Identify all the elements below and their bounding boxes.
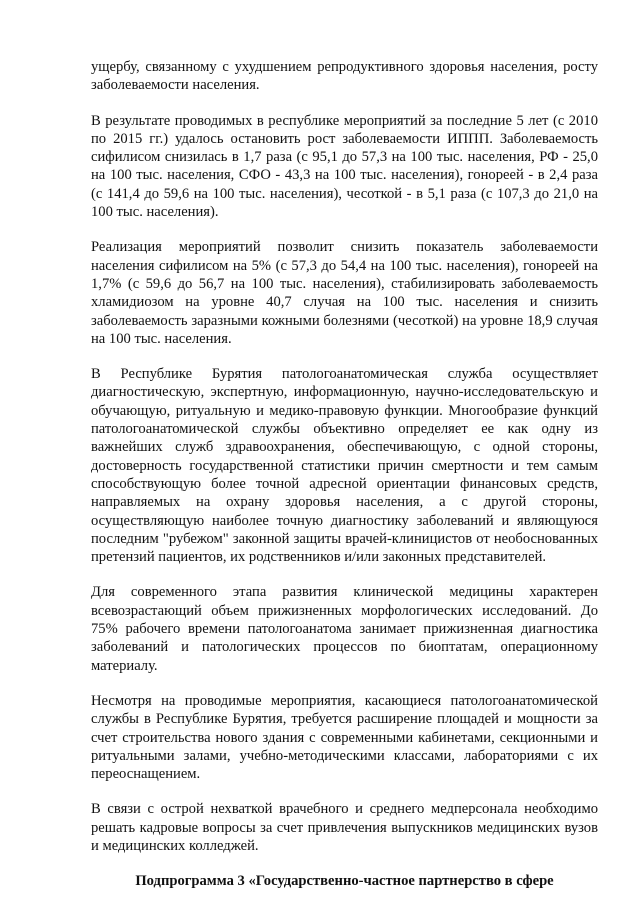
subprogram-heading: Подпрограмма 3 «Государственно-частное партнерство в сфере [135,873,554,890]
paragraph-planned-reduction: Реализация мероприятий позволит снизить показатель заболеваемости населения сифилисом на 5% (с 57,3 до 54,4 на 100 тыс. населения), гонореей на 1,7% (с 59,6 до 56,7 на 100 тыс. населения), стабилизировать заболеваемость хламидиозом на уровне 40,7 случая на 100 тыс. населения и снизить заболеваемость заразными кожными болезнями (чесоткой) на уровне 18,9 случая на 100 тыс. населения. [91,239,598,347]
document-body [91,58,598,891]
paragraph-ippp-results: В результате проводимых в республике мероприятий за последние 5 лет (с 2010 по 2015 гг.) удалось остановить рост заболеваемости ИППП. Заболеваемость сифилисом снизилась в 1,7 раза (с 95,1 до 57,3 на 100 тыс. населения, РФ - 25,0 на 100 тыс. населения, СФО - 43,3 на 100 тыс. населения), гонореей - в 2,4 раза (с 141,4 до 59,6 на 100 тыс. населения), чесоткой - в 5,1 раза (с 107,3 до 21,0 на 100 тыс. населения). [91,112,598,221]
paragraph-new-building: Несмотря на проводимые мероприятия, касающиеся патологоанатомической службы в Республике Бурятия, требуется расширение площадей и мощности за счет строительства нового здания с современными кабинетами, секционными и ритуальными залами, учебно-методическими классами, лабораториями с их переоснащением. [91,692,598,783]
paragraph-pathology-service: В Республике Бурятия патологоанатомическая служба осуществляет диагностическую, экспертную, информационную, научно-исследовательскую и обучающую, ритуальную и медико-правовую функции. Многообразие функций патологоанатомической службы объективно определяет ее как одну из важнейших служб здравоохранения, обеспечивающую, с одной стороны, достоверность государственной статистики причин смертности и тем самым способствующую более точной адресной ориентации финансовых средств, направляемых на охрану здоровья населения, а с другой стороны, осуществляющую наиболее точную диагностику заболеваний и являющуюся последним "рубежом" законной защиты врачей-клиницистов от необоснованных претензий пациентов, их родственников и/или законных представителей. [91,366,598,566]
paragraph-staffing: В связи с острой нехваткой врачебного и среднего медперсонала необходимо решать кадровые вопросы за счет привлечения выпускников медицинских вузов и медицинских колледжей. [91,801,598,854]
paragraph-morphological-research: Для современного этапа развития клинической медицины характерен всевозрастающий объем прижизненных морфологических исследований. До 75% рабочего времени патологоанатома занимает прижизненная диагностика заболеваний и патологических процессов по биоптатам, операционному материалу. [91,584,598,674]
paragraph-reproductive-health: ущербу, связанному с ухудшением репродуктивного здоровья населения, росту заболеваемости населения. [91,59,598,94]
